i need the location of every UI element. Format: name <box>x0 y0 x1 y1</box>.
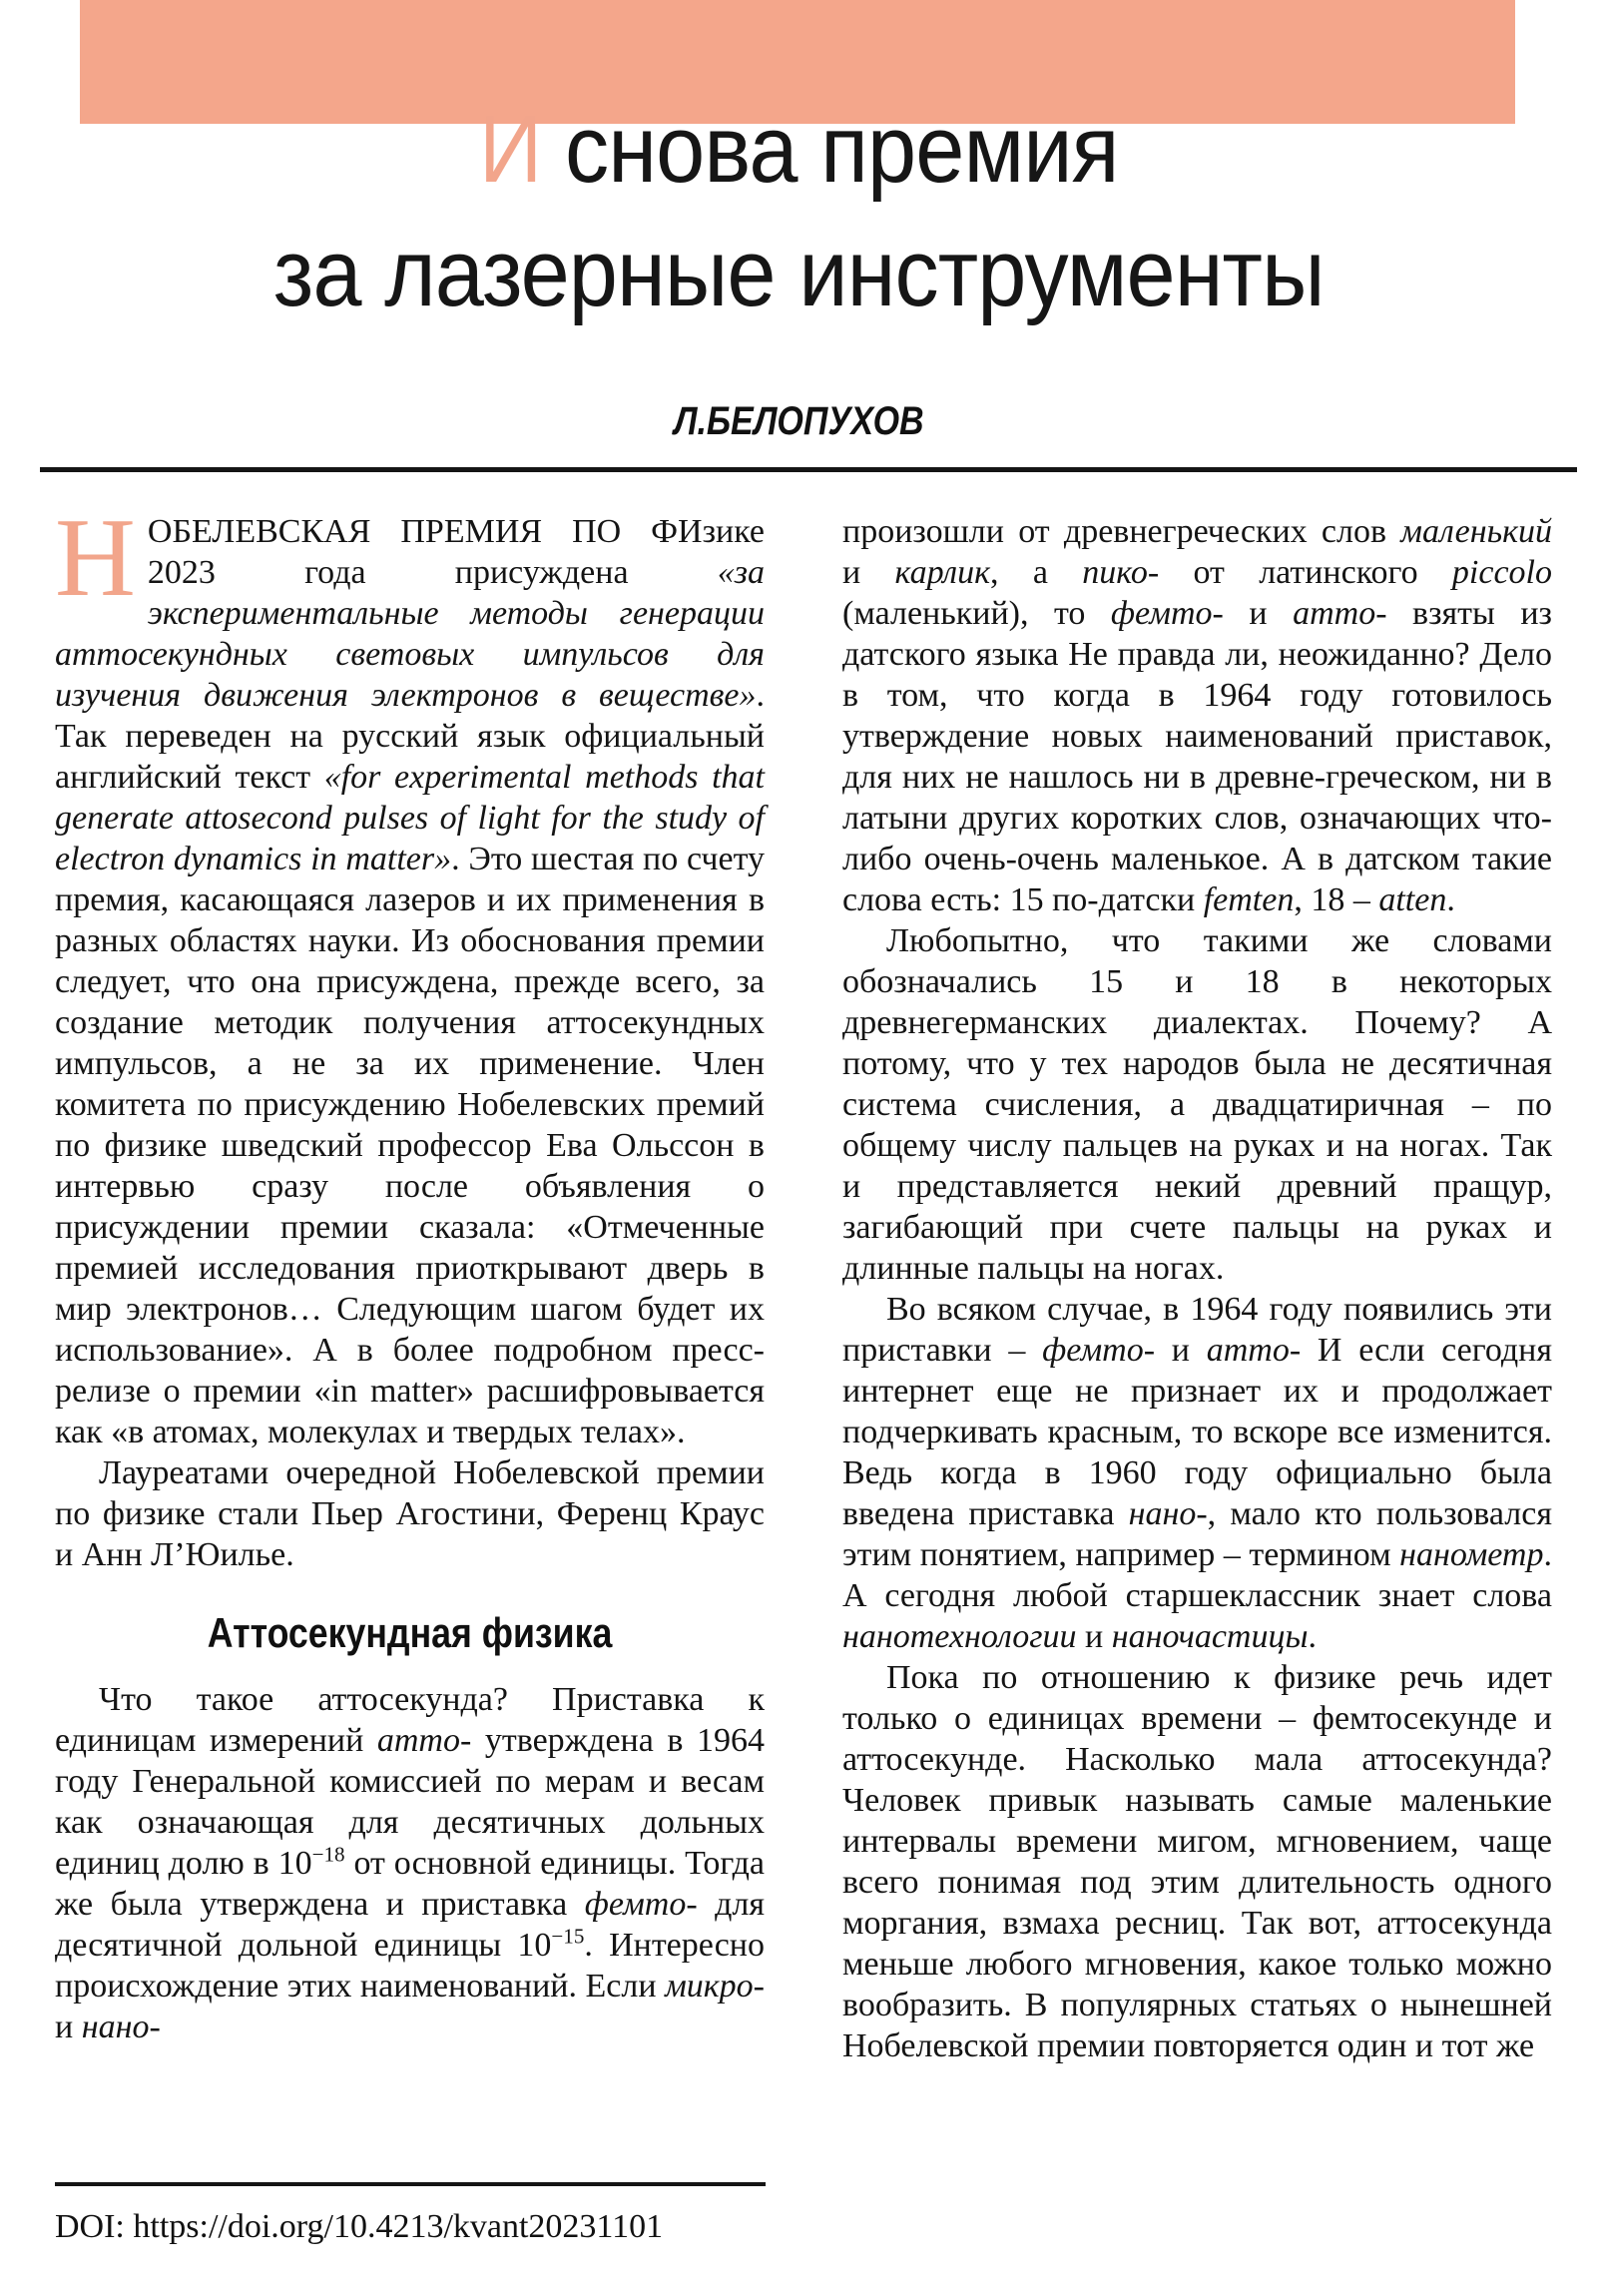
lead-paragraph-text: ОБЕЛЕВСКАЯ ПРЕМИЯ ПО ФИзике 2023 года присуждена «за экспериментальные методы генерации аттосекундных световых импульсов для изучения движения электронов в веществе». Так переведен на русский язык официальный английский текст «for experimental methods that generate attosecond pulses of light for the study of electron dynamics in matter». Это шестая по счету премия, касающаяся лазеров и их применения в разных областях науки. Из обоснования премии следует, что она присуждена, прежде всего, за создание методик получения аттосекундных импульсов, а не за их применение. Член комитета по присуждению Нобелевских премий по физике шведский профессор Ева Ольссон в интервью сразу после объявления о присуждении премии сказала: «Отмеченные премией исследования приоткрывают дверь в мир электронов… Следующим шагом будет их использование». А в более подробном пресс-релизе о премии «in matter» расшифровывается как «в атомах, молекулах и твердых телах». <box>55 513 765 1450</box>
prefix-origin-paragraph: произошли от древнегреческих слов маленький и карлик, а пико- от латинского piccolo (маленький), то фемто- и атто- взяты из датского языка Не правда ли, неожиданно? Дело в том, что когда в 1964 году готовилось утверждение новых наименований приставок, для них не нашлось ни в древне-греческом, ни в латыни других коротких слов, означающих что-либо очень-очень маленькое. А в датском такие слова есть: 15 по-датски femten, 18 – atten. <box>842 513 1552 918</box>
title-line-1-rest: снова премия <box>541 96 1119 203</box>
author-name: Л.БЕЛОПУХОВ <box>673 399 924 443</box>
section-heading <box>55 1609 765 1657</box>
author-byline <box>0 397 1597 445</box>
column-2 <box>842 511 1552 2066</box>
drop-cap-letter: Н <box>55 496 136 620</box>
laureates-paragraph: Лауреатами очередной Нобелевской премии по физике стали Пьер Агостини, Ференц Краус и Анн Л’Юилье. <box>55 1454 765 1573</box>
section-heading-text: Аттосекундная физика <box>207 1609 613 1656</box>
article-body <box>55 496 1552 2066</box>
title-line-1 <box>479 88 1119 212</box>
lead-paragraph <box>55 496 765 1452</box>
doi-line: DOI: https://doi.org/10.4213/kvant20231101 <box>55 2208 664 2245</box>
column-1 <box>55 496 765 2066</box>
germanic-dialects-paragraph: Любопытно, что такими же словами обозначались 15 и 18 в некоторых древнегерманских диалектах. Почему? А потому, что у тех народов была не десятичная система счисления, а двадцатиричная – по общему числу пальцев на руках и на ногах. Так и представляется некий древний пращур, загибающий при счете пальцы на руках и длинные пальцы на ногах. <box>842 922 1552 1287</box>
header-divider-rule <box>40 467 1577 472</box>
attosecond-definition-paragraph: Что такое аттосекунда? Приставка к единицам измерений атто- утверждена в 1964 году Генеральной комиссией по мерам и весам как означающая для десятичных дольных единиц долю в $10^{-18}$ от основной единицы. Тогда же была утверждена и приставка фемто- для десятичной дольной единицы $10^{-15}$. Интересно происхождение этих наименований. Если микро- и нано- <box>55 1681 765 2045</box>
title-line-2: за лазерные инструменты <box>272 220 1325 326</box>
title-accent-letter: И <box>478 96 542 203</box>
time-units-paragraph: Пока по отношению к физике речь идет только о единицах времени – фемтосекунде и аттосекунде. Насколько мала аттосекунда? Человек привык называть самые маленькие интервалы времени мигом, мгновением, чаще всего понимая под этим длительность одного моргания, взмаха ресниц. Так вот, аттосекунда меньше любого мгновения, какое только можно вообразить. В популярных статьях о нынешней Нобелевской премии повторяется один и тот же <box>842 1659 1552 2064</box>
footer-rule <box>55 2182 766 2186</box>
article-title <box>0 88 1597 335</box>
prefixes-1964-paragraph: Во всяком случае, в 1964 году появились эти приставки – фемто- и атто- И если сегодня интернет еще не признает их и продолжает подчеркивать красным, то вскоре все изменится. Ведь когда в 1960 году официально была введена приставка нано-, мало кто пользовался этим понятием, например – термином нанометр. А сегодня любой старшеклассник знает слова нанотехнологии и наночастицы. <box>842 1291 1552 1655</box>
